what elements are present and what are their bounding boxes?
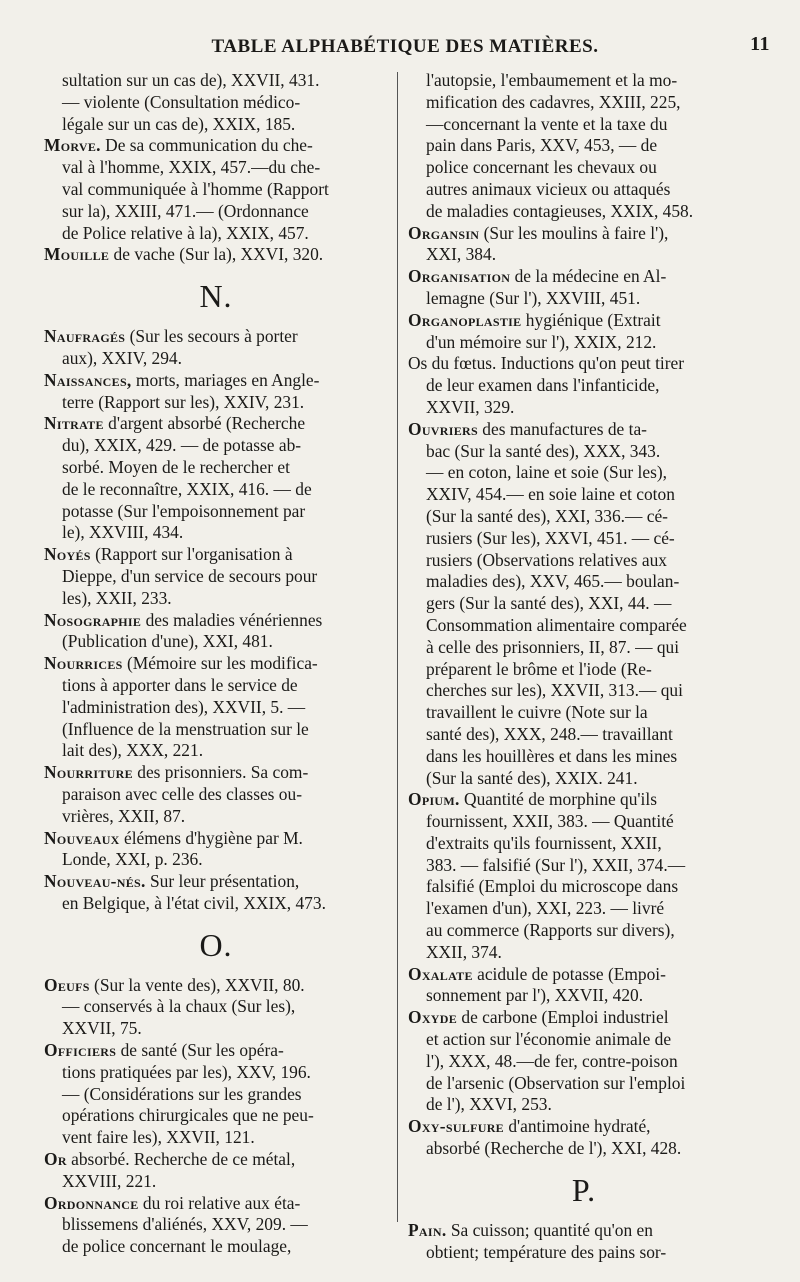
index-line: l'administration des), XXVII, 5. — xyxy=(62,696,306,717)
entry-term: Oxalate xyxy=(408,963,473,984)
index-entry-head-line xyxy=(408,419,760,441)
index-line: de Police relative à la), XXIX, 457. xyxy=(62,222,309,243)
index-entry-head-line xyxy=(408,1007,760,1029)
index-line: — conservés à la chaux (Sur les), xyxy=(62,996,296,1017)
index-entry-head-line xyxy=(408,789,760,811)
entry-text: des prisonniers. Sa com- xyxy=(132,762,309,783)
index-line: absorbé (Recherche de l'), XXI, 428. xyxy=(426,1138,682,1159)
index-line: lait des), XXX, 221. xyxy=(62,740,204,761)
entry-term: Oeufs xyxy=(44,974,90,995)
running-title: TABLE ALPHABÉTIQUE DES MATIÈRES. xyxy=(211,36,599,57)
index-line: d'un mémoire sur l'), XXIX, 212. xyxy=(426,331,657,352)
entry-text: absorbé. Recherche de ce métal, xyxy=(66,1149,296,1170)
index-line: de l'), XXVI, 253. xyxy=(426,1094,552,1115)
entry-text: (Sur les moulins à faire l'), xyxy=(479,222,669,243)
entry-term: Organoplastie xyxy=(408,309,522,330)
entry-text: acidule de potasse (Empoi- xyxy=(472,963,666,984)
entry-term: Nosographie xyxy=(44,609,142,630)
index-line: autres animaux vicieux ou attaqués xyxy=(426,178,671,199)
entry-text: de la médecine en Al- xyxy=(510,266,667,287)
entry-text: (Rapport sur l'organisation à xyxy=(90,544,293,565)
index-line: préparent le brôme et l'iode (Re- xyxy=(426,658,652,679)
index-line: mification des cadavres, XXIII, 225, xyxy=(426,91,681,112)
index-line: l'autopsie, l'embaumement et la mo- xyxy=(426,70,678,90)
index-line: l'), XXX, 48.—de fer, contre-poison xyxy=(426,1050,678,1071)
entry-text: Sa cuisson; quantité qu'on en xyxy=(446,1219,653,1240)
entry-term: Oxy-sulfure xyxy=(408,1116,504,1137)
index-entry-head-line xyxy=(408,964,760,986)
index-line: de le reconnaître, XXIX, 416. — de xyxy=(62,478,312,499)
entry-term: Nouveaux xyxy=(44,827,120,848)
entry-text: de santé (Sur les opéra- xyxy=(116,1040,284,1061)
index-line: — violente (Consultation médico- xyxy=(62,91,301,112)
index-line: sultation sur un cas de), XXVII, 431. xyxy=(62,70,320,90)
entry-text: (Sur la vente des), XXVII, 80. xyxy=(89,974,305,995)
index-line: sonnement par l'), XXVII, 420. xyxy=(426,985,644,1006)
index-line: — (Considérations sur les grandes xyxy=(62,1083,302,1104)
index-entry-head-line xyxy=(44,828,388,850)
index-line: pain dans Paris, XXV, 453, — de xyxy=(426,135,658,156)
index-line: paraison avec celle des classes ou- xyxy=(62,783,302,804)
index-entry-head-line xyxy=(44,975,388,997)
index-line: XXII, 374. xyxy=(426,941,502,962)
entry-term: Mouille xyxy=(44,244,110,265)
index-line: à celle des prisonniers, II, 87. — qui xyxy=(426,636,680,657)
entry-term: Nourriture xyxy=(44,762,133,783)
index-line: maladies des), XXV, 465.— boulan- xyxy=(426,571,680,592)
index-line: gers (Sur la santé des), XXI, 44. — xyxy=(426,593,672,614)
index-line: val communiquée à l'homme (Rapport xyxy=(62,178,329,199)
index-entry-head-line xyxy=(44,610,388,632)
entry-text: des manufactures de ta- xyxy=(477,418,647,439)
index-entry-head-line xyxy=(44,1149,388,1171)
entry-text: de carbone (Emploi industriel xyxy=(457,1007,669,1028)
index-entry-head-line xyxy=(44,244,388,266)
index-line: XXVII, 75. xyxy=(62,1018,142,1039)
index-line: (Sur la santé des), XXI, 336.— cé- xyxy=(426,505,668,526)
index-line: vrières, XXII, 87. xyxy=(62,805,186,826)
index-line: cherches sur les), XXVII, 313.— qui xyxy=(426,680,683,701)
index-entry-head-line xyxy=(44,762,388,784)
index-line: (Sur la santé des), XXIX. 241. xyxy=(426,767,638,788)
index-line: potasse (Sur l'empoisonnement par xyxy=(62,500,306,521)
index-line: XXVII, 329. xyxy=(426,396,515,417)
entry-term: Noyés xyxy=(44,544,91,565)
index-line: Londe, XXI, p. 236. xyxy=(62,849,203,870)
index-line: — en coton, laine et soie (Sur les), xyxy=(426,462,667,483)
entry-term: Nourrices xyxy=(44,653,123,674)
entry-text: du roi relative aux éta- xyxy=(138,1192,301,1213)
index-line: d'extraits qu'ils fournissent, XXII, xyxy=(426,832,662,853)
index-line: en Belgique, à l'état civil, XXIX, 473. xyxy=(62,892,326,913)
index-line: opérations chirurgicales que ne peu- xyxy=(62,1105,314,1126)
index-line: et action sur l'économie animale de xyxy=(426,1029,672,1050)
index-entry-head-line xyxy=(44,544,388,566)
index-line: fournissent, XXII, 383. — Quantité xyxy=(426,811,674,832)
index-line: sur la), XXIII, 471.— (Ordonnance xyxy=(62,200,309,221)
index-line: (Publication d'une), XXI, 481. xyxy=(62,631,273,652)
index-entry-head-line xyxy=(44,370,388,392)
right-column xyxy=(408,70,760,1263)
index-line: XXIV, 454.— en soie laine et coton xyxy=(426,484,675,505)
index-line: dans les houillères et dans les mines xyxy=(426,745,678,766)
index-line: santé des), XXX, 248.— travaillant xyxy=(426,723,673,744)
entry-term: Organsin xyxy=(408,222,480,243)
index-line: tions à apporter dans le service de xyxy=(62,674,298,695)
column-divider xyxy=(397,72,398,1222)
page-number: 11 xyxy=(750,33,770,55)
entry-term: Naissances, xyxy=(44,369,132,390)
index-line: lemagne (Sur l'), XXVIII, 451. xyxy=(426,287,641,308)
section-letter: P. xyxy=(571,1171,597,1208)
index-line: de l'arsenic (Observation sur l'emploi xyxy=(426,1072,686,1093)
index-line: police concernant les chevaux ou xyxy=(426,157,657,178)
index-line: Consommation alimentaire comparée xyxy=(426,614,687,635)
entry-text: De sa communication du che- xyxy=(100,135,313,156)
entry-text: hygiénique (Extrait xyxy=(521,309,661,330)
index-line: du), XXIX, 429. — de potasse ab- xyxy=(62,435,302,456)
index-line: Os du fœtus. Inductions qu'on peut tirer xyxy=(408,353,685,374)
entry-term: Or xyxy=(44,1149,67,1170)
index-entry-head-line xyxy=(44,135,388,157)
index-entry-head-line xyxy=(408,1220,760,1242)
index-line: au commerce (Rapports sur divers), xyxy=(426,920,675,941)
section-letter: O. xyxy=(199,926,233,963)
index-entry-head-line xyxy=(44,413,388,435)
index-line: aux), XXIV, 294. xyxy=(62,347,182,368)
entry-text: d'antimoine hydraté, xyxy=(503,1116,651,1137)
entry-text: Sur leur présentation, xyxy=(145,871,300,892)
index-entry-head-line xyxy=(408,310,760,332)
entry-text: Quantité de morphine qu'ils xyxy=(459,789,657,810)
entry-term: Oxyde xyxy=(408,1007,458,1028)
index-line: rusiers (Observations relatives aux xyxy=(426,549,667,570)
index-line: travaillent le cuivre (Note sur la xyxy=(426,702,648,723)
entry-term: Organisation xyxy=(408,266,511,287)
index-entry-head-line xyxy=(44,326,388,348)
index-line: de leur examen dans l'infanticide, xyxy=(426,375,660,396)
entry-term: Nitrate xyxy=(44,413,104,434)
index-line: rusiers (Sur les), XXVI, 451. — cé- xyxy=(426,527,675,548)
entry-text: (Mémoire sur les modifica- xyxy=(122,653,318,674)
index-line: de maladies contagieuses, XXIX, 458. xyxy=(426,200,694,221)
index-entry-head-line xyxy=(408,266,760,288)
index-line: vent faire les), XXVII, 121. xyxy=(62,1127,255,1148)
index-line: de police concernant le moulage, xyxy=(62,1236,292,1257)
index-line: sorbé. Moyen de le rechercher et xyxy=(62,456,290,477)
index-entry-head-line xyxy=(44,1040,388,1062)
entry-text: élémens d'hygiène par M. xyxy=(119,827,303,848)
index-line: terre (Rapport sur les), XXIV, 231. xyxy=(62,391,305,412)
index-line: val à l'homme, XXIX, 457.—du che- xyxy=(62,157,321,178)
index-line: Dieppe, d'un service de secours pour xyxy=(62,565,318,586)
entry-term: Ordonnance xyxy=(44,1192,139,1213)
index-line: légale sur un cas de), XXIX, 185. xyxy=(62,113,296,134)
entry-text: d'argent absorbé (Recherche xyxy=(103,413,306,434)
index-entry-head-line xyxy=(408,1116,760,1138)
index-line: les), XXII, 233. xyxy=(62,587,172,608)
index-line: (Influence de la menstruation sur le xyxy=(62,718,309,739)
index-line: tions pratiquées par les), XXV, 196. xyxy=(62,1061,311,1082)
index-line: 383. — falsifié (Sur l'), XXII, 374.— xyxy=(426,854,686,875)
index-entry-head-line xyxy=(44,653,388,675)
page-header xyxy=(40,30,770,64)
index-entry-head-line xyxy=(44,871,388,893)
index-line: XXI, 384. xyxy=(426,244,497,265)
entry-term: Naufragés xyxy=(44,326,126,347)
index-line: obtient; température des pains sor- xyxy=(426,1241,667,1262)
entry-term: Officiers xyxy=(44,1040,117,1061)
entry-term: Opium. xyxy=(408,789,460,810)
entry-text: morts, mariages en Angle- xyxy=(131,369,320,390)
index-line: le), XXVIII, 434. xyxy=(62,522,184,543)
entry-term: Ouvriers xyxy=(408,418,478,439)
left-column xyxy=(44,70,388,1258)
index-line: l'examen d'un), XXI, 223. — livré xyxy=(426,898,665,919)
index-entry-head-line xyxy=(44,1193,388,1215)
index-line: XXVIII, 221. xyxy=(62,1170,157,1191)
entry-text: de vache (Sur la), XXVI, 320. xyxy=(109,244,324,265)
index-line: falsifié (Emploi du microscope dans xyxy=(426,876,679,897)
entry-text: (Sur les secours à porter xyxy=(125,326,298,347)
entry-term: Nouveau-nés. xyxy=(44,871,146,892)
index-line: —concernant la vente et la taxe du xyxy=(426,113,668,134)
entry-text: des maladies vénériennes xyxy=(141,609,323,630)
entry-term: Pain. xyxy=(408,1219,447,1240)
index-entry-head-line xyxy=(408,223,760,245)
entry-term: Morve. xyxy=(44,135,101,156)
index-line: bac (Sur la santé des), XXX, 343. xyxy=(426,440,661,461)
section-letter: N. xyxy=(199,278,233,315)
index-line: blissemens d'aliénés, XXV, 209. — xyxy=(62,1214,308,1235)
